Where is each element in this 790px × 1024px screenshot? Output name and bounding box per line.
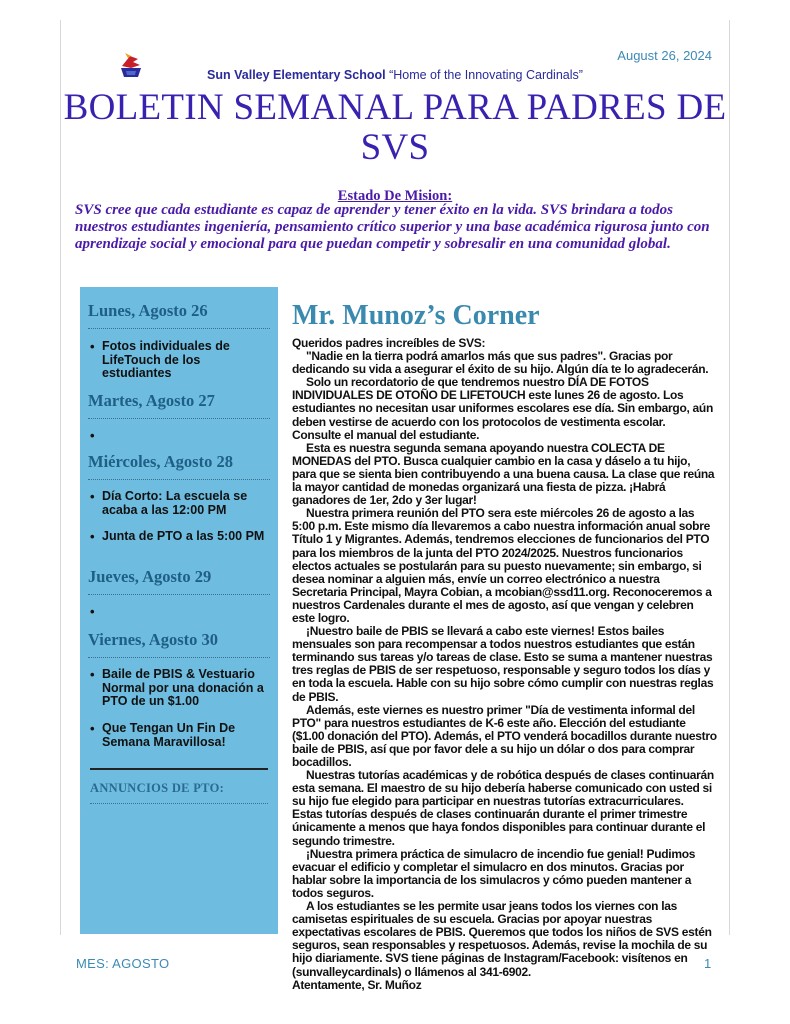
newsletter-title: BOLETIN SEMANAL PARA PADRES DE SVS — [63, 87, 727, 168]
principal-letter — [292, 337, 717, 992]
letter-paragraph: Nuestra primera reunión del PTO sera este miércoles 26 de agosto a las 5:00 p.m. Este mismo día llevaremos a cabo nuestra información anual sobre Título 1 y Migrantes. Además, tendremos elecciones de funcionarios del PTO para los miembros de la junta del PTO 2024/2025. Nuestros funcionarios electos actuales se postularán para su puesto nuevamente; sin embargo, si desea nominar a alguien más, envíe un correo electrónico a nuestra Secretaria Principal, Mayra Cobian, a mcobian@ssd11.org. Reconoceremos a nuestros Cardenales durante el mes de agosto, así que vengan y celebren este logro. — [292, 506, 712, 625]
divider — [90, 803, 268, 804]
letter-paragraph: ¡Nuestro baile de PBIS se llevará a cabo este viernes! Estos bailes mensuales son para recompensar a todos nuestros estudiantes que están terminando sus tareas y/o tareas de clase. Esto se suma a mantener nuestras tres reglas de PBIS de ser respetuoso, responsable y seguro todos los días y en toda la escuela. Hable con su hijo sobre cómo cumplir con nuestras reglas de PBIS. — [292, 624, 714, 704]
school-name: Sun Valley Elementary School — [207, 68, 386, 82]
letter-paragraph: Solo un recordatorio de que tendremos nuestro DÍA DE FOTOS INDIVIDUALES DE OTOÑO DE LIFETOUCH este lunes 26 de agosto. Los estudiantes no necesitan usar uniformes escolares ese día. Sin embargo, aún deben vestirse de acuerdo con los protocolos de vestimenta escolar. Consulte el manual del estudiante. — [292, 375, 713, 442]
letter-greeting: Queridos padres increíbles de SVS: — [292, 336, 486, 350]
event-item: • Junta de PTO a las 5:00 PM — [88, 530, 268, 544]
letter-paragraph: Nuestras tutorías académicas y de robótica después de clases continuarán esta semana. El maestro de su hijo debería haberse comunicado con usted si su hijo fue elegido para participar en nuestras tutorías extracurriculares. Estas tutorías después de clases continuarán durante el primer trimestre únicamente a menos que haya fondos disponibles para continuar durante el segundo trimestre. — [292, 768, 714, 848]
school-line — [0, 68, 790, 82]
mission-heading: Estado De Mision: — [337, 188, 453, 204]
day-tuesday: Martes, Agosto 27 — [88, 391, 215, 410]
letter-closing: Atentamente, Sr. Muñoz — [292, 977, 422, 992]
event-item: • Baile de PBIS & Vestuario Normal por una donación a PTO de un $1.00 — [88, 668, 268, 709]
school-motto: “Home of the Innovating Cardinals” — [389, 68, 583, 82]
corner-title: Mr. Munoz’s Corner — [292, 300, 540, 331]
divider — [88, 594, 270, 595]
day-thursday: Jueves, Agosto 29 — [88, 567, 212, 586]
mission-statement: SVS cree que cada estudiante es capaz de aprender y tener éxito en la vida. SVS brindara a todos nuestros estudiantes ingeniería, pensamiento crítico superior y una base académica rigurosa junto con aprendizaje social y emocional para que puedan competir y sobresalir en una comunidad global. — [75, 202, 710, 252]
letter-paragraph: "Nadie en la tierra podrá amarlos más que sus padres". Gracias por dedicando su vida a asegurar el éxito de su hijo. Algún día te lo agradecerán. — [292, 349, 709, 377]
letter-paragraph: Además, este viernes es nuestro primer "Día de vestimenta informal del PTO" para nuestros estudiantes de K-6 este año. Elección del estudiante ($1.00 donación del PTO). Además, el PTO venderá bocadillos durante nuestro baile de PBIS, así que por favor dele a su hijo un dólar o dos para comprar bocadillos. — [292, 702, 717, 769]
weekly-calendar-sidebar — [80, 287, 278, 934]
letter-paragraph: A los estudiantes se les permite usar jeans todos los viernes con las camisetas espirituales de su escuela. Gracias por apoyar nuestras expectativas escolares de PBIS. Queremos que todos los niños de SVS estén seguros, sean responsables y respetuosos. Además, revise la mochila de su hijo diariamente. SVS tiene páginas de Instagram/Facebook: visítenos en (sunvalleycardinals) o llámenos al 341-6902. — [292, 899, 712, 979]
newsletter-date: August 26, 2024 — [617, 48, 712, 63]
event-item: • Día Corto: La escuela se acaba a las 12:00 PM — [88, 490, 268, 517]
divider — [88, 418, 270, 419]
divider — [88, 328, 270, 329]
footer-month: MES: AGOSTO — [76, 956, 170, 971]
event-item: • Que Tengan Un Fin De Semana Maravillosa! — [88, 722, 268, 749]
day-monday: Lunes, Agosto 26 — [88, 301, 208, 320]
pto-announcements-heading: ANNUNCIOS DE PTO: — [90, 781, 225, 795]
day-wednesday: Miércoles, Agosto 28 — [88, 452, 233, 471]
day-friday: Viernes, Agosto 30 — [88, 630, 219, 649]
divider — [88, 479, 270, 480]
divider — [88, 657, 270, 658]
section-rule — [90, 768, 268, 770]
page-number: 1 — [704, 956, 712, 971]
letter-paragraph: ¡Nuestra primera práctica de simulacro de incendio fue genial! Pudimos evacuar el edificio y completar el simulacro en dos minutos. Gracias por hablar sobre la importancia de los simulacros y cómo pueden mantener a todos seguros. — [292, 846, 696, 900]
event-item: • Fotos individuales de LifeTouch de los estudiantes — [88, 340, 268, 381]
letter-paragraph: Esta es nuestra segunda semana apoyando nuestra COLECTA DE MONEDAS del PTO. Busca cualquier cambio en la casa y dáselo a tu hijo, para que se sienta bien contribuyendo a una buena causa. La clase que reúna la mayor cantidad de monedas organizará una fiesta de pizza. ¡Habrá ganadores de 1er, 2do y 3er lugar! — [292, 440, 715, 508]
